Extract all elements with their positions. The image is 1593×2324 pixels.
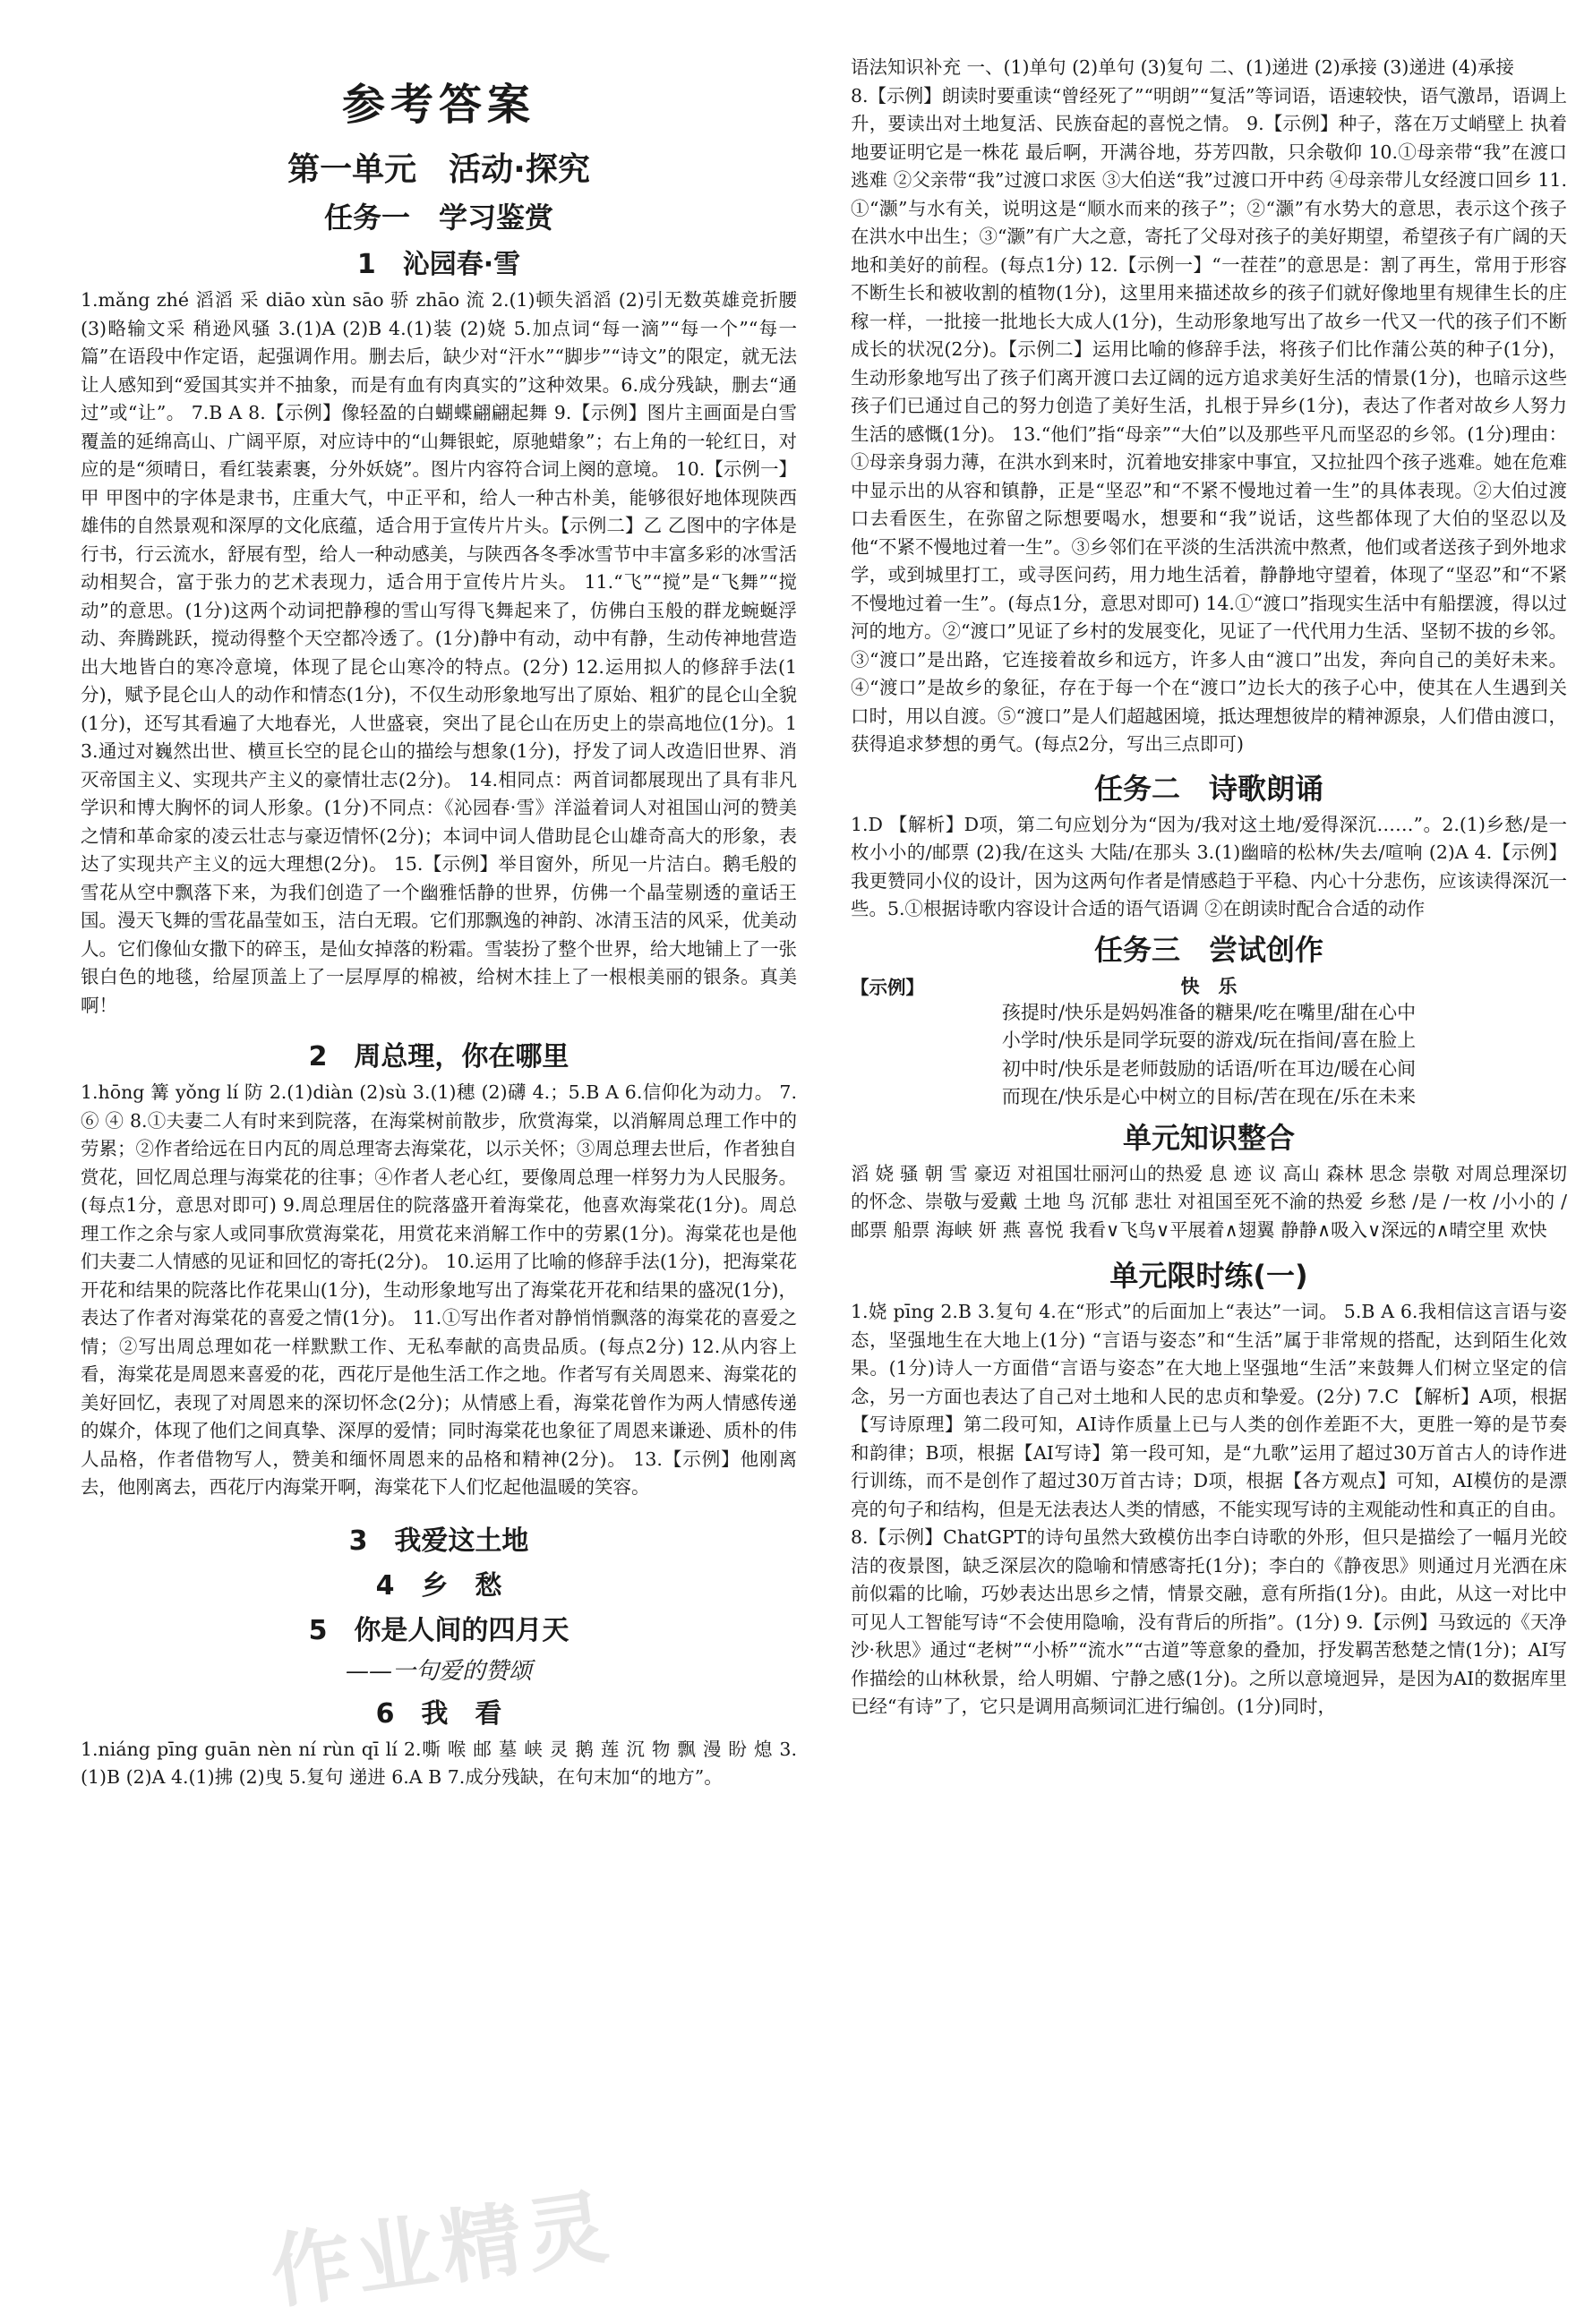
unit-title: 第一单元 活动·探究 bbox=[287, 151, 590, 188]
poem-example bbox=[851, 972, 1567, 1112]
page-title: 参考答案 bbox=[341, 80, 535, 130]
poem-line: 初中时/快乐是老师鼓励的话语/听在耳边/暖在心间 bbox=[1001, 1057, 1417, 1080]
integration-title: 单元知识整合 bbox=[1122, 1120, 1295, 1155]
lesson5-subtitle: ——一句爱的赞颂 bbox=[345, 1657, 532, 1685]
task2-answers: 1.D 【解析】D项，第二句应划分为“因为/我对这土地/爱得深沉……”。2.(1)乡愁/是一枚小小的/邮票 (2)我/在这头 大陆/在那头 3.(1)幽暗的松林/失去/喧响 (2)A 4.【示例】我更赞同小仪的设计，因为这两句作者是情感趋于平稳、内心十分悲伤，应该读得深沉一些。5.①根据诗歌内容设计合适的语气语调 ②在朗读时配合合适的动作 bbox=[851, 813, 1567, 919]
poem-label: 【示例】 bbox=[851, 976, 924, 998]
task3-title: 任务三 尝试创作 bbox=[1093, 932, 1323, 967]
lesson6-title: 6 我 看 bbox=[375, 1697, 502, 1730]
lesson2-answers: 1.hōng 篝 yǒng lí 防 2.(1)diàn (2)sù 3.(1)穗 (2)礴 4.；5.B A 6.信仰化为动力。 7.⑥ ④ 8.①夫妻二人有时来到院落，在海棠树前散步，欣赏海棠，以消解周总理工作中的劳累；②作者给远在日内瓦的周总理寄去海棠花，以示关怀；③周总理去世后，作者独自赏花，回忆周总理与海棠花的往事；④作者人老心红，要像周总理一样努力为人民服务。(每点1分，意思对即可) 9.周总理居住的院落盛开着海棠花，他喜欢海棠花(1分)。周总理工作之余与家人或同事欣赏海棠花，用赏花来消解工作中的劳累(1分)。海棠花也是他们夫妻二人情感的见证和回忆的寄托(2分)。 10.运用了比喻的修辞手法(1分)，把海棠花开花和结果的院落比作花果山(1分)，生动形象地写出了海棠花开花和结果的盛况(1分)，表达了作者对海棠花的喜爱之情(1分)。 11.①写出作者对静悄悄飘落的海棠花的喜爱之情；②写出周总理如花一样默默工作、无私奉献的高贵品质。(每点2分) 12.从内容上看，海棠花是周恩来喜爱的花，西花厅是他生活工作之地。作者写有关周恩来、海棠花的美好回忆，表现了对周恩来的深切怀念(2分)；从情感上看，海棠花曾作为两人情感传递的媒介，体现了他们之间真挚、深厚的爱情；同时海棠花也象征了周恩来谦逊、质朴的伟人品格，作者借物写人，赞美和缅怀周恩来的品格和精神(2分)。 13.【示例】他刚离去，他刚离去，西花厅内海棠开啊，海棠花下人们忆起他温暖的笑容。 bbox=[81, 1081, 797, 1498]
lesson4-title: 4 乡 愁 bbox=[375, 1569, 502, 1602]
poem-line: 小学时/快乐是同学玩耍的游戏/玩在指间/喜在脸上 bbox=[1001, 1030, 1417, 1051]
lesson1-answers: 1.mǎng zhé 滔滔 采 diāo xùn sāo 骄 zhāo 流 2.(1)顿失滔滔 (2)引无数英雄竞折腰 (3)略输文采 稍逊风骚 3.(1)A (2)B 4.(1)装 (2)娆 5.加点词“每一滴”“每一个”“每一篇”在语段中作定语，起强调作用。删去后，缺少对“汗水”“脚步”“诗文”的限定，就无法让人感知到“爱国其实并不抽象，而是有血有肉真实的”这种效果。6.成分残缺，删去“通过”或“让”。 7.B A 8.【示例】像轻盈的白蝴蝶翩翩起舞 9.【示例】图片主画面是白雪覆盖的延绵高山、广阔平原，对应诗中的“山舞银蛇，原驰蜡象”；右上角的一轮红日，对应的是“须晴日，看红装素裹，分外妖娆”。图片内容符合词上阕的意境。 10.【示例一】甲 甲图中的字体是隶书，庄重大气，中正平和，给人一种古朴美，能够很好地体现陕西雄伟的自然景观和深厚的文化底蕴，适合用于宣传片片头。【示例二】乙 乙图中的字体是行书，行云流水，舒展有型，给人一种动感美，与陕西各冬季冰雪节中丰富多彩的冰雪活动相契合，富于张力的艺术表现力，适合用于宣传片片头。 11.“飞”“搅”是“飞舞”“搅动”的意思。(1分)这两个动词把静穆的雪山写得飞舞起来了，仿佛白玉般的群龙蜿蜒浮动、奔腾跳跃，搅动得整个天空都冷透了。(1分)静中有动，动中有静，生动传神地营造出大地皆白的寒冷意境，体现了昆仑山寒冷的特点。(2分) 12.运用拟人的修辞手法(1分)，赋予昆仑山人的动作和情态(1分)，不仅生动形象地写出了原始、粗犷的昆仑山全貌(1分)，还写其看遍了大地春光，人世盛衰，突出了昆仑山在历史上的崇高地位(1分)。13.通过对巍然出世、横亘长空的昆仑山的描绘与想象(1分)，抒发了词人改造旧世界、消灭帝国主义、实现共产主义的豪情壮志(2分)。 14.相同点：两首词都展现出了具有非凡学识和博大胸怀的词人形象。(1分)不同点：《沁园春·雪》洋溢着词人对祖国山河的赞美之情和革命家的凌云壮志与豪迈情怀(2分)；本词中词人借助昆仑山雄奇高大的形象，表达了实现共产主义的远大理想(2分)。 15.【示例】举目窗外，所见一片洁白。鹅毛般的雪花从空中飘落下来，为我们创造了一个幽雅恬静的世界，仿佛一个晶莹剔透的童话王国。漫天飞舞的雪花晶莹如玉，洁白无瑕。它们那飘逸的神韵、冰清玉洁的风采，优美动人。它们像仙女撒下的碎玉，是仙女掉落的粉霜。雪装扮了整个世界，给大地铺上了一张银白色的地毯，给屋顶盖上了一层厚厚的棉被，给树木挂上了一根根美丽的银条。真美啊！ bbox=[81, 289, 797, 1016]
lesson2-title: 2 周总理，你在哪里 bbox=[308, 1041, 570, 1072]
limited-practice-answers: 1.娆 pīng 2.B 3.复句 4.在“形式”的后面加上“表达”一词。 5.B A 6.我相信这言语与姿态，坚强地生在大地上(1分) “言语与姿态”和“生活”属于非常规的搭配，达到陌生化效果。(1分)诗人一方面借“言语与姿态”在大地上坚强地“生活”来鼓舞人们树立坚定的信念，另一方面也表达了自己对土地和人民的忠贞和挚爱。(2分) 7.C 【解析】A项，根据【写诗原理】第二段可知，AI诗作质量上已与人类的创作差距不大，更胜一筹的是节奏和韵律；B项，根据【AI写诗】第一段可知，是“九歌”运用了超过30万首古人的诗作进行训练，而不是创作了超过30万首古诗；D项，根据【各方观点】可知，AI模仿的是漂亮的句子和结构，但是无法表达人类的情感，不能实现写诗的主观能动性和真正的自由。 8.【示例】ChatGPT的诗句虽然大致模仿出李白诗歌的外形，但只是描绘了一幅月光皎洁的夜景图，缺乏深层次的隐喻和情感寄托(1分)；李白的《静夜思》则通过月光洒在床前似霜的比喻，巧妙表达出思乡之情，情景交融，意有所指(1分)。由此，从这一对比中可见人工智能写诗“不会使用隐喻，没有背后的所指”。(1分) 9.【示例】马致远的《天净沙·秋思》通过“老树”“小桥”“流水”“古道”等意象的叠加，抒发羁苦愁楚之情(1分)；AI写作描绘的山林秋景，给人明媚、宁静之感(1分)。之所以意境迥异，是因为AI的数据库里已经“有诗”了，它只是调用高频词汇进行编创。(1分)同时， bbox=[851, 1301, 1568, 1717]
lesson-answers-continued: 8.【示例】朗读时要重读“曾经死了”“明朗”“复活”等词语，语速较快，语气激昂，语调上升，要读出对土地复活、民族奋起的喜悦之情。 9.【示例】种子，落在万丈峭壁上 执着地要证明它是一株花 最后啊，开满谷地，芬芳四散，只余敬仰 10.①母亲带“我”在渡口逃难 ②父亲带“我”过渡口求医 ③大伯送“我”过渡口开中药 ④母亲带儿女经渡口回乡 11.①“灏”与水有关，说明这是“顺水而来的孩子”；②“灏”有水势大的意思，表示这个孩子在洪水中出生；③“灏”有广大之意，寄托了父母对孩子的美好期望，希望孩子有广阔的天地和美好的前程。(每点1分) 12.【示例一】“一茬茬”的意思是：割了再生，常用于形容不断生长和被收割的植物(1分)，这里用来描述故乡的孩子们就好像地里有规律生长的庄稼一样，一批接一批地长大成人(1分)，生动形象地写出了故乡一代又一代的孩子们不断成长的状况(2分)。【示例二】运用比喻的修辞手法，将孩子们比作蒲公英的种子(1分)，生动形象地写出了孩子们离开渡口去辽阔的远方追求美好生活的情景(1分)，也暗示这些孩子们已通过自己的努力创造了美好生活，扎根于异乡(1分)，表达了作者对故乡人努力生活的感慨(1分)。 13.“他们”指“母亲”“大伯”以及那些平凡而坚忍的乡邻。(1分)理由：①母亲身弱力薄，在洪水到来时，沉着地安排家中事宜，又拉扯四个孩子逃难。她在危难中显示出的从容和镇静，正是“坚忍”和“不紧不慢地过着一生”的具体表现。②大伯过渡口去看医生，在弥留之际想要喝水，想要和“我”说话，这些都体现了大伯的坚忍以及他“不紧不慢地过着一生”。③乡邻们在平淡的生活洪流中熬煮，他们或者送孩子到外地求学，或到城里打工，或寻医问药，用力地生活着，静静地守望着，体现了“坚忍”和“不紧不慢地过着一生”。(每点1分，意思对即可) 14.①“渡口”指现实生活中有船摆渡，得以过河的地方。②“渡口”见证了乡村的发展变化，见证了一代代用力生活、坚韧不拔的乡邻。③“渡口”是出路，它连接着故乡和远方，许多人由“渡口”出发，奔向自己的美好未来。④“渡口”是故乡的象征，存在于每一个在“渡口”边长大的孩子心中，使其在人生遇到关口时，用以自渡。⑤“渡口”是人们超越困境，抵达理想彼岸的精神源泉，人们借由渡口，获得追求梦想的勇气。(每点2分，写出三点即可) bbox=[851, 84, 1567, 755]
poem-line: 而现在/快乐是心中树立的目标/苦在现在/乐在未来 bbox=[1001, 1086, 1417, 1107]
poem-line: 孩提时/快乐是妈妈准备的糖果/吃在嘴里/甜在心中 bbox=[1001, 1001, 1417, 1023]
right-column bbox=[851, 0, 1567, 1722]
left-column bbox=[81, 0, 797, 1792]
limited-practice-title: 单元限时练(一) bbox=[1109, 1259, 1308, 1293]
lesson5-title: 5 你是人间的四月天 bbox=[308, 1614, 570, 1646]
task2-title: 任务二 诗歌朗诵 bbox=[1093, 771, 1323, 806]
lesson3-title: 3 我爱这土地 bbox=[348, 1525, 529, 1557]
lesson6-answers: 1.niáng pīng guān nèn ní rùn qī lí 2.嘶 喉 邮 墓 峡 灵 鹅 莲 沉 物 飘 漫 盼 熄 3.(1)B (2)A 4.(1)拂 (2)曳 5.复句 递进 6.A B 7.成分残缺，在句末加“的地方”。 bbox=[81, 1738, 797, 1788]
lesson1-title: 1 沁园春·雪 bbox=[356, 249, 521, 280]
grammar-supplement: 语法知识补充 一、(1)单句 (2)单句 (3)复句 二、(1)递进 (2)承接 (3)递进 (4)承接 bbox=[851, 56, 1514, 78]
task1-title: 任务一 学习鉴赏 bbox=[323, 201, 553, 235]
integration-answers: 滔 娆 骚 朝 雪 豪迈 对祖国壮丽河山的热爱 息 迹 议 高山 森林 思念 崇敬 对周总理深切的怀念、崇敬与爱戴 土地 鸟 沉郁 悲壮 对祖国至死不渝的热爱 乡愁 /是 /一枚 /小小的 /邮票 船票 海峡 妍 燕 喜悦 我看∨飞鸟∨平展着∧翅翼 静静∧吸入∨深远的∧晴空里 欢快 bbox=[851, 1162, 1567, 1241]
poem-title: 快 乐 bbox=[1180, 974, 1238, 997]
watermark-logo: 作业精灵 bbox=[264, 2179, 619, 2321]
